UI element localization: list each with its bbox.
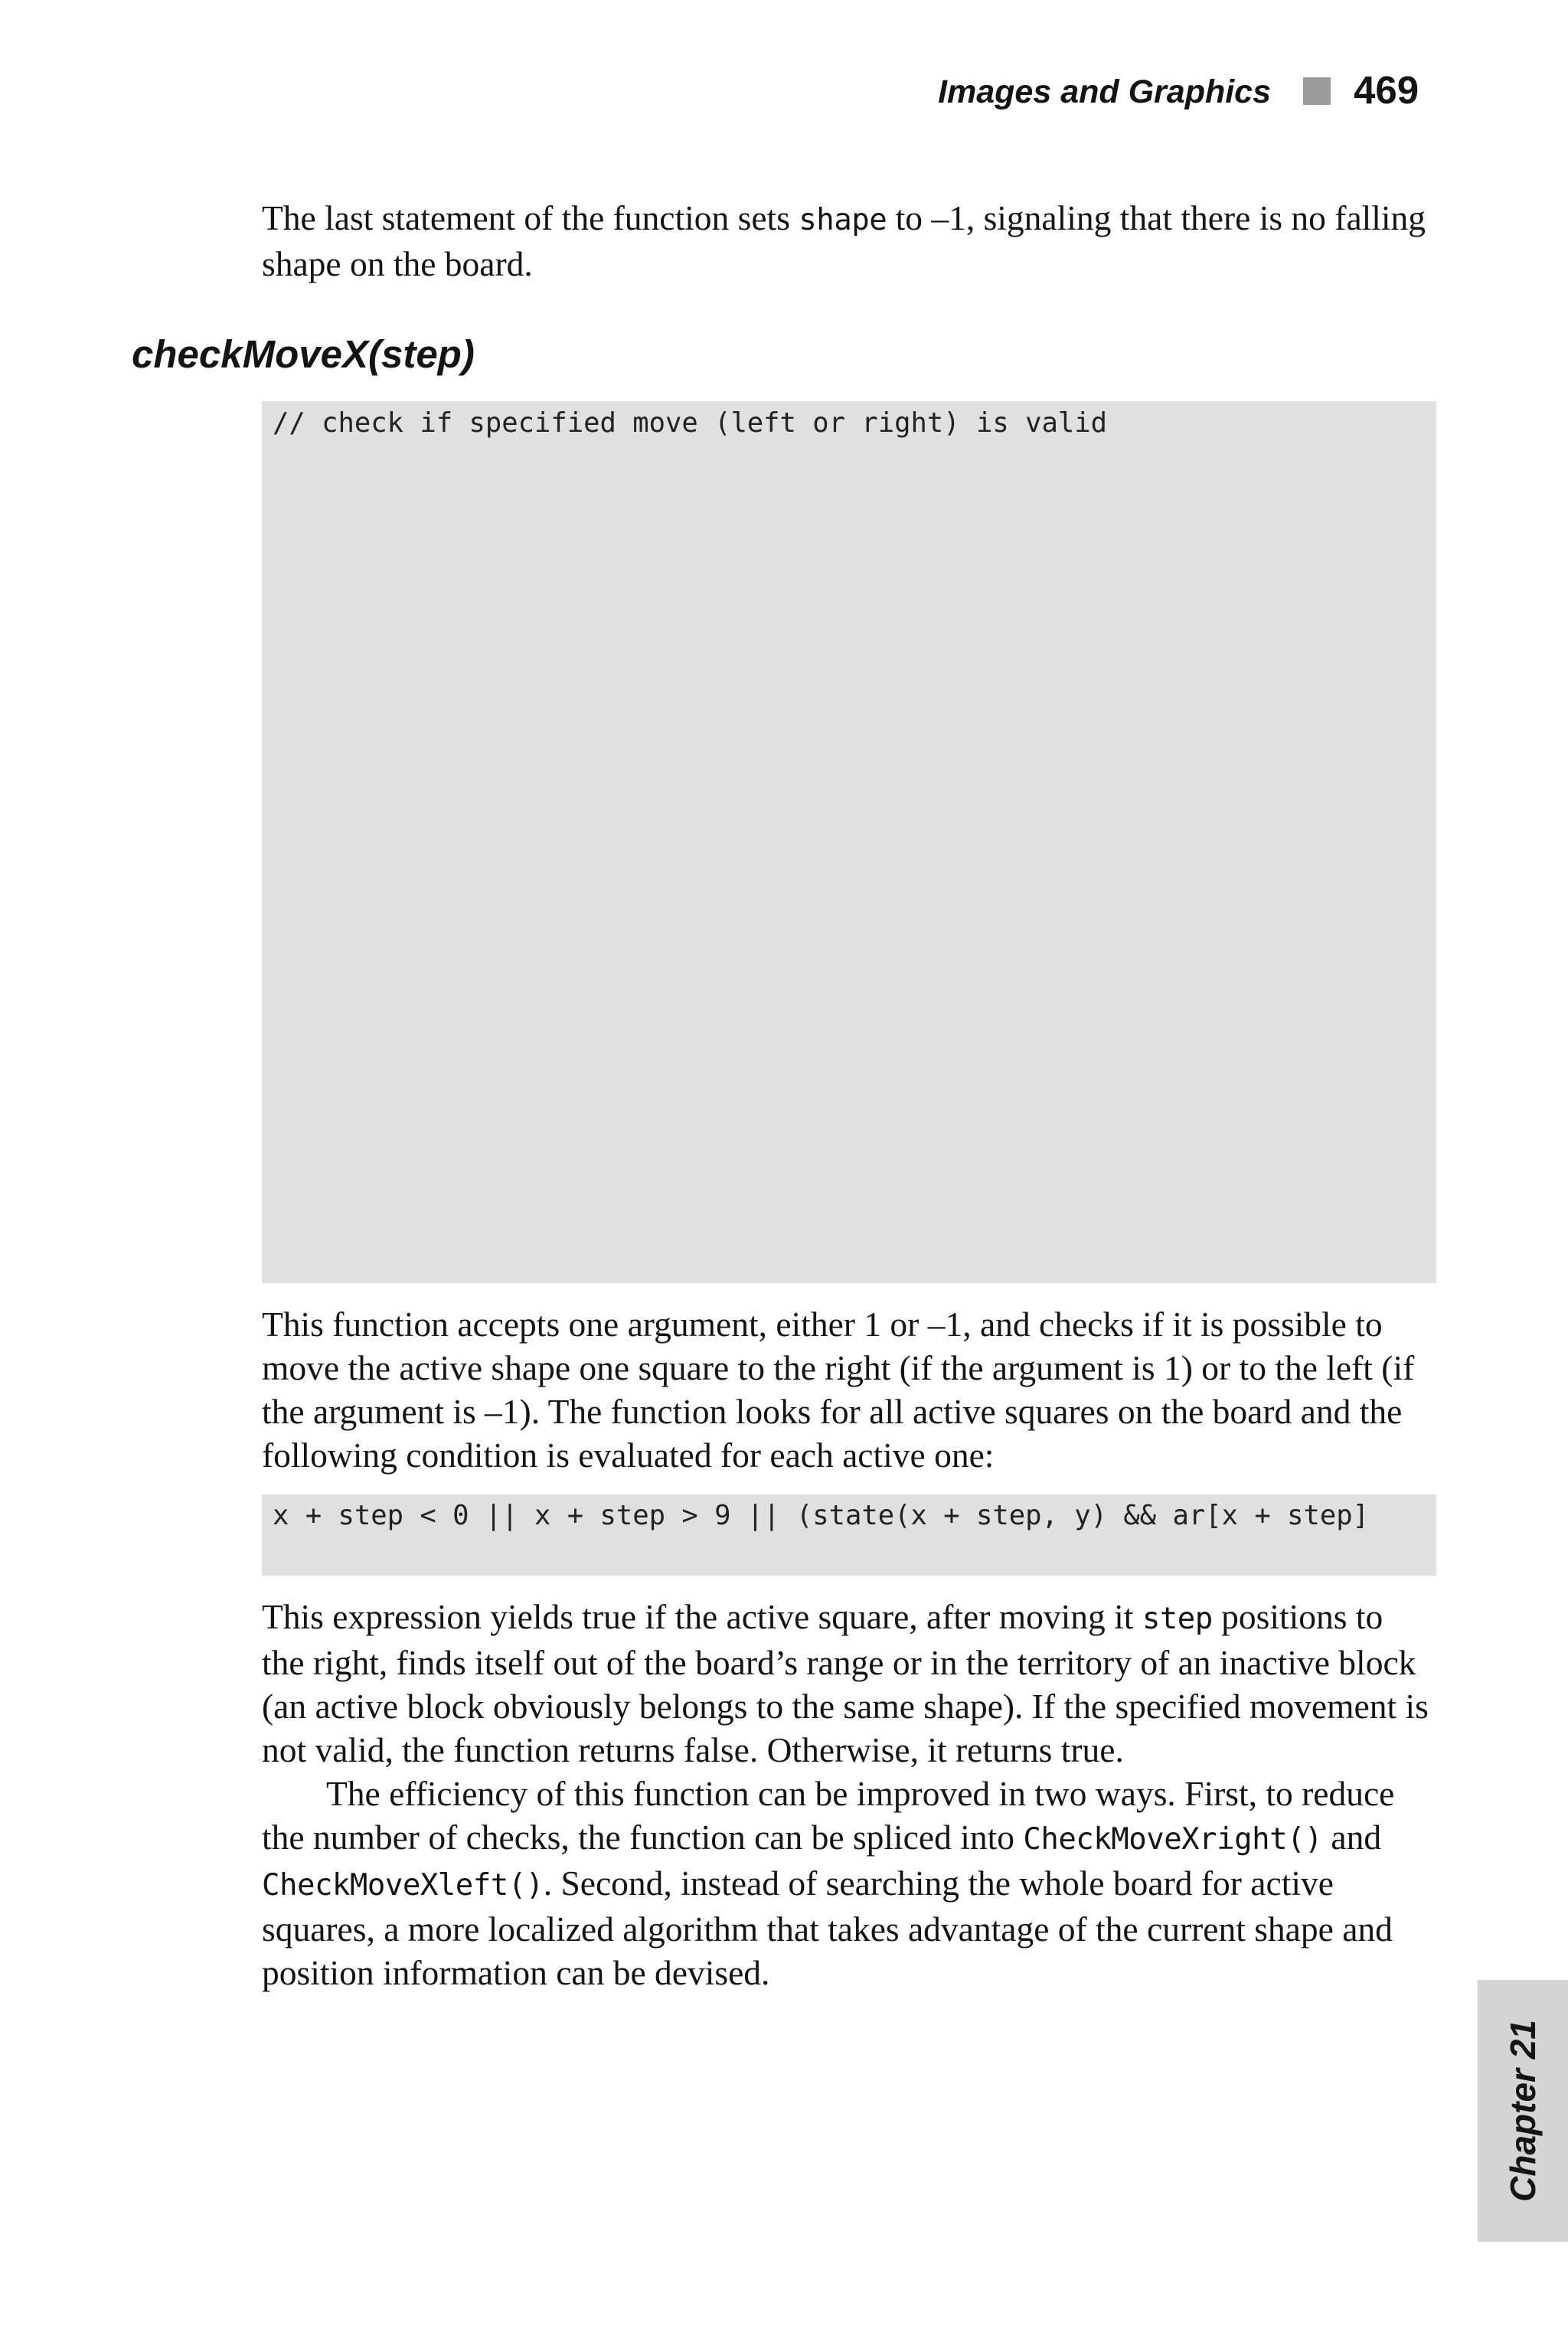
condition-code-block <box>262 1494 1436 1576</box>
code-listing <box>262 401 1436 1283</box>
expression-paragraph: This expression yields true if the active square, after moving it step positions to the right, finds itself out of the board’s range or in the territory of an inactive block (an active block obviously belongs to the same shape). If the specified movement is not valid, the function returns false. Otherwise, it returns true. <box>262 1597 1429 1769</box>
code-line: x + step < 0 || x + step > 9 || (state(x + step, y) && ar[x + step] <box>273 1500 1369 1531</box>
inline-code-step: step <box>1142 1602 1213 1636</box>
inline-code-checkmovexright: CheckMoveXright() <box>1023 1822 1323 1857</box>
header-square-marker <box>1303 77 1331 105</box>
chapter-tab-label: Chapter 21 <box>1503 2020 1543 2202</box>
section-heading: checkMoveX(step) <box>132 332 475 376</box>
body-paragraphs <box>262 1595 1433 1994</box>
description-paragraph: This function accepts one argument, either 1 or –1, and checks if it is possible to move the active shape one square to the right (if the argument is 1) or to the left (if the argument is –1). The function looks for all active squares on the board and the following condition is evaluated for each active one: <box>262 1305 1415 1475</box>
efficiency-paragraph: The efficiency of this function can be improved in two ways. First, to reduce the number of checks, the function can be spliced into CheckMoveXright() and CheckMoveXleft(). Second, instead of searching the whole board for active squares, a more localized algorithm that takes advantage of the current shape and position information can be devised. <box>262 1774 1395 1992</box>
running-header-title: Images and Graphics <box>938 74 1271 110</box>
page-number: 469 <box>1354 68 1419 112</box>
inline-code-shape: shape <box>799 203 887 237</box>
code-line: // check if specified move (left or right) is valid <box>273 407 1108 439</box>
inline-code-checkmovexleft: CheckMoveXleft() <box>262 1868 544 1903</box>
intro-paragraph: The last statement of the function sets shape to –1, signaling that there is no falling shape on the board. <box>262 198 1426 283</box>
chapter-thumb-tab <box>1478 1980 1568 2242</box>
